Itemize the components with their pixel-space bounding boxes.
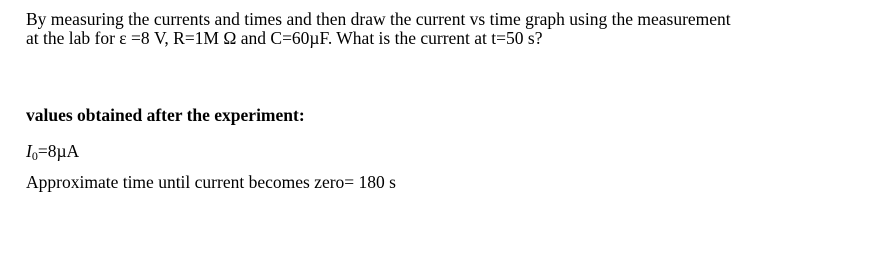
time-to-zero-line: Approximate time until current becomes zero= 180 s bbox=[26, 172, 396, 192]
question-text bbox=[26, 10, 866, 48]
initial-current-line bbox=[26, 141, 79, 164]
current-symbol: I bbox=[26, 141, 32, 161]
initial-current-value: =8µA bbox=[37, 141, 80, 161]
question-line-2: at the lab for ε =8 V, R=1M Ω and C=60µF. What is the current at t=50 s? bbox=[26, 28, 543, 48]
current-subscript: 0 bbox=[31, 149, 38, 163]
results-heading: values obtained after the experiment: bbox=[26, 105, 305, 125]
question-line-1: By measuring the currents and times and then draw the current vs time graph using the measurement bbox=[26, 9, 731, 29]
